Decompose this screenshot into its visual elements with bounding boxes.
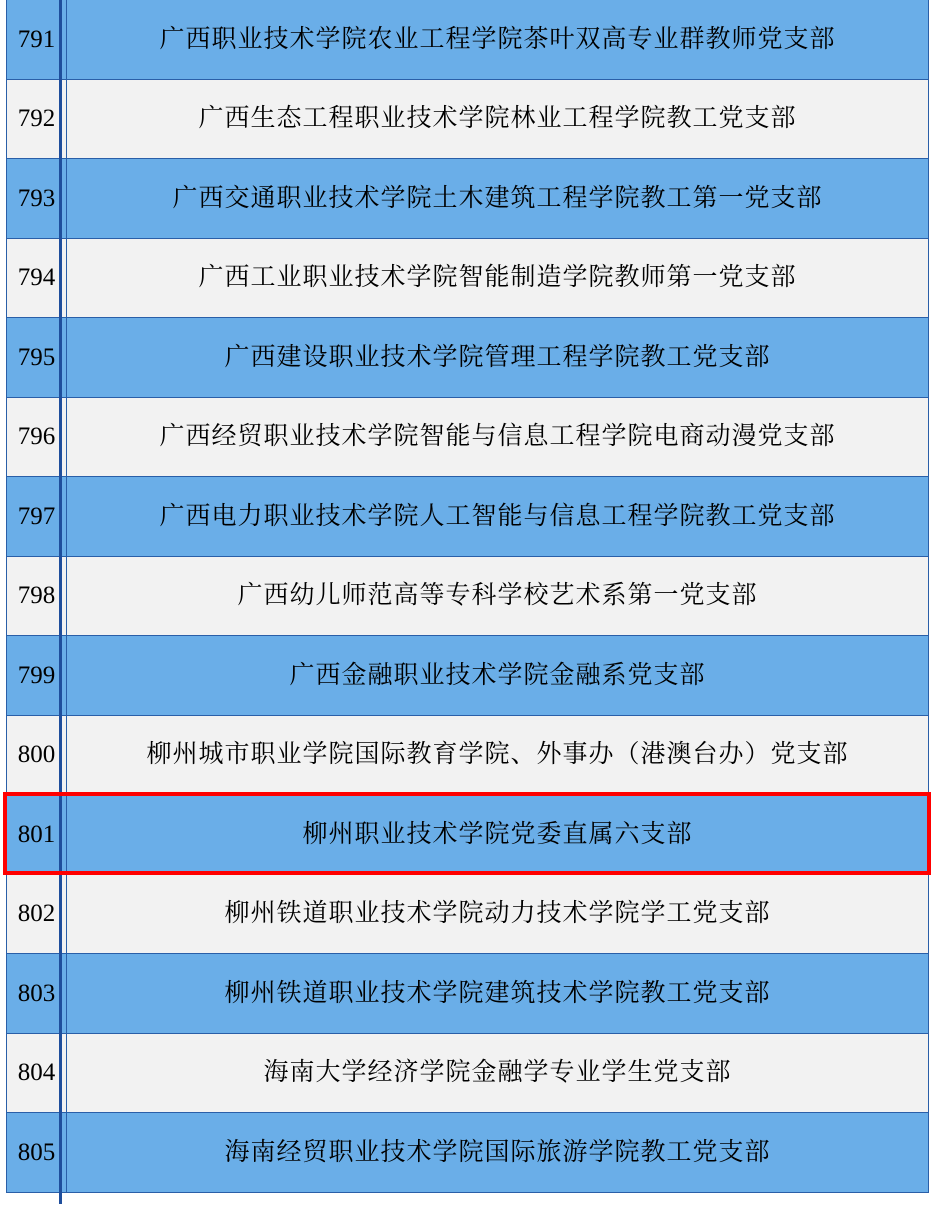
row-branch-name: 柳州城市职业学院国际教育学院、外事办（港澳台办）党支部 (67, 715, 929, 795)
table-row (7, 79, 929, 159)
row-number: 792 (7, 79, 67, 159)
row-number: 793 (7, 159, 67, 239)
row-branch-name: 海南大学经济学院金融学专业学生党支部 (67, 1033, 929, 1113)
row-number: 803 (7, 954, 67, 1034)
row-branch-name: 广西交通职业技术学院土木建筑工程学院教工第一党支部 (67, 159, 929, 239)
row-number: 805 (7, 1113, 67, 1193)
row-number: 801 (7, 795, 67, 875)
table-body (7, 0, 929, 1192)
row-number: 798 (7, 556, 67, 636)
table-row (7, 0, 929, 79)
table-row (7, 238, 929, 318)
table-row (7, 1113, 929, 1193)
row-number: 795 (7, 318, 67, 398)
table-row (7, 397, 929, 477)
row-number: 797 (7, 477, 67, 557)
row-number: 791 (7, 0, 67, 79)
row-branch-name: 海南经贸职业技术学院国际旅游学院教工党支部 (67, 1113, 929, 1193)
row-branch-name: 广西生态工程职业技术学院林业工程学院教工党支部 (67, 79, 929, 159)
row-branch-name: 广西工业职业技术学院智能制造学院教师第一党支部 (67, 238, 929, 318)
row-number: 804 (7, 1033, 67, 1113)
table-row (7, 556, 929, 636)
row-branch-name: 广西电力职业技术学院人工智能与信息工程学院教工党支部 (67, 477, 929, 557)
row-branch-name: 广西经贸职业技术学院智能与信息工程学院电商动漫党支部 (67, 397, 929, 477)
row-branch-name: 广西职业技术学院农业工程学院茶叶双高专业群教师党支部 (67, 0, 929, 79)
table-row (7, 874, 929, 954)
row-branch-name: 广西建设职业技术学院管理工程学院教工党支部 (67, 318, 929, 398)
table-row (7, 159, 929, 239)
table-row-highlighted (7, 795, 929, 875)
table-row (7, 318, 929, 398)
table-row (7, 1033, 929, 1113)
row-number: 800 (7, 715, 67, 795)
table-row (7, 954, 929, 1034)
row-number: 794 (7, 238, 67, 318)
table-row (7, 477, 929, 557)
row-branch-name: 柳州铁道职业技术学院动力技术学院学工党支部 (67, 874, 929, 954)
row-branch-name: 柳州职业技术学院党委直属六支部 (67, 795, 929, 875)
table-row (7, 715, 929, 795)
row-number: 796 (7, 397, 67, 477)
table-row (7, 636, 929, 716)
row-number: 799 (7, 636, 67, 716)
row-number: 802 (7, 874, 67, 954)
row-branch-name: 柳州铁道职业技术学院建筑技术学院教工党支部 (67, 954, 929, 1034)
party-branch-table (6, 0, 929, 1193)
row-branch-name: 广西幼儿师范高等专科学校艺术系第一党支部 (67, 556, 929, 636)
row-branch-name: 广西金融职业技术学院金融系党支部 (67, 636, 929, 716)
